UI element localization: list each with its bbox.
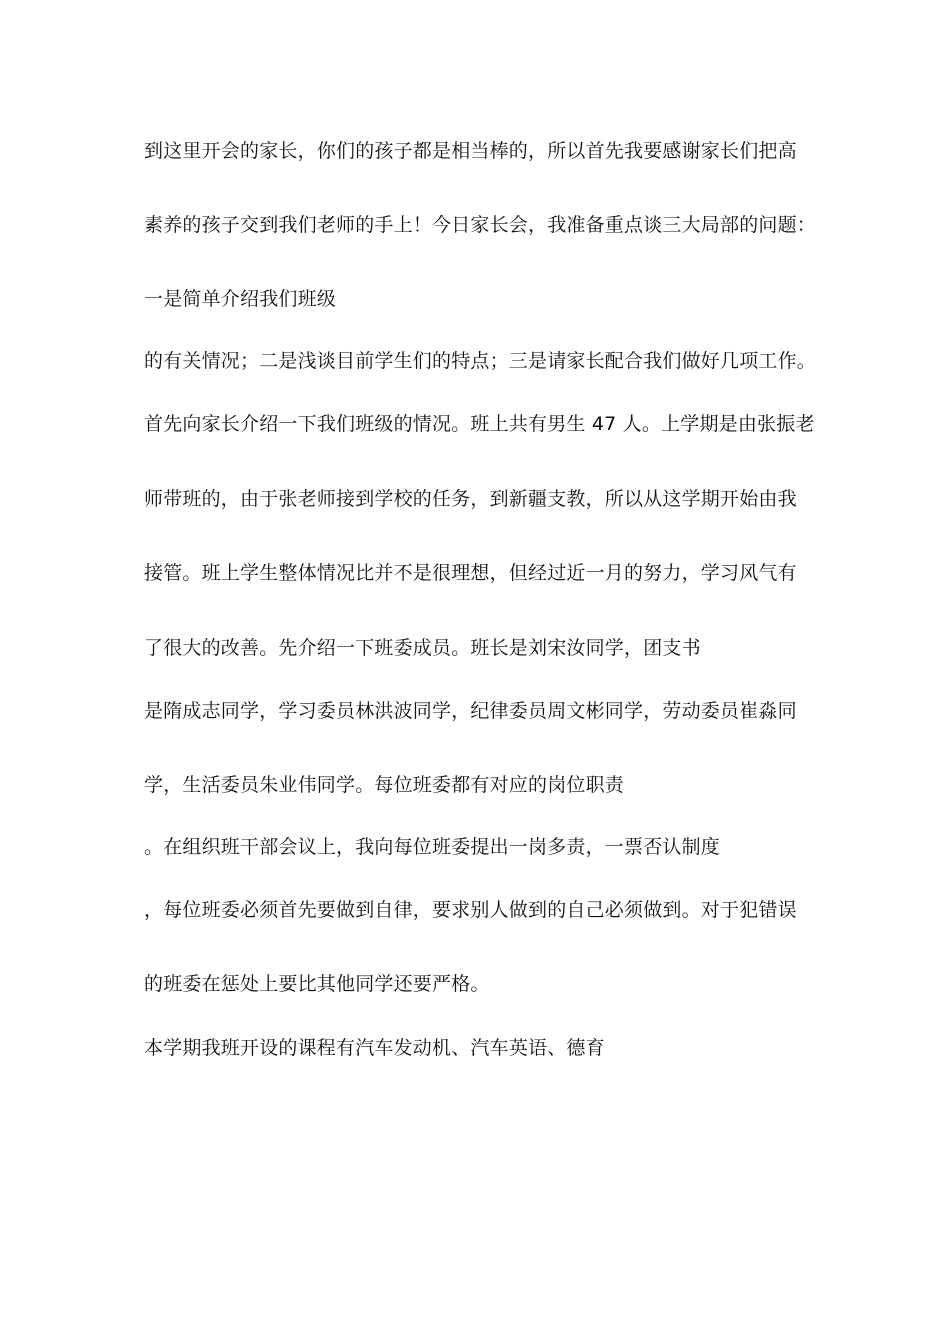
text-line-10: 学，生活委员朱业伟同学。每位班委都有对应的岗位职责 bbox=[144, 774, 625, 796]
text-line-11: 。在组织班干部会议上，我向每位班委提出一岗多责，一票否认制度 bbox=[144, 836, 721, 858]
text-line-4: 的有关情况；二是浅谈目前学生们的特点；三是请家长配合我们做好几项工作。 bbox=[144, 350, 817, 372]
text-line-12: ，每位班委必须首先要做到自律，要求别人做到的自己必须做到。对于犯错误 bbox=[144, 899, 797, 921]
text-line-5: 首先向家长介绍一下我们班级的情况。班上共有男生 47 人。上学期是由张振老 bbox=[144, 413, 815, 435]
text-line-8: 了很大的改善。先介绍一下班委成员。班长是刘宋汝同学，团支书 bbox=[144, 637, 701, 659]
text-line-7: 接管。班上学生整体情况比并不是很理想，但经过近一月的努力，学习风气有 bbox=[144, 562, 797, 584]
text-line-13: 的班委在惩处上要比其他同学还要严格。 bbox=[144, 973, 490, 995]
text-line-2: 素养的孩子交到我们老师的手上！今日家长会，我准备重点谈三大局部的问题： bbox=[144, 214, 817, 236]
text-line-14: 本学期我班开设的课程有汽车发动机、汽车英语、德育 bbox=[144, 1037, 605, 1059]
text-line-9: 是隋成志同学，学习委员林洪波同学，纪律委员周文彬同学，劳动委员崔淼同 bbox=[144, 700, 797, 722]
text-line-6: 师带班的，由于张老师接到学校的任务，到新疆支教，所以从这学期开始由我 bbox=[144, 488, 797, 510]
text-line-3: 一是简单介绍我们班级 bbox=[144, 288, 337, 310]
text-line-1: 到这里开会的家长，你们的孩子都是相当棒的，所以首先我要感谢家长们把高 bbox=[144, 140, 797, 162]
